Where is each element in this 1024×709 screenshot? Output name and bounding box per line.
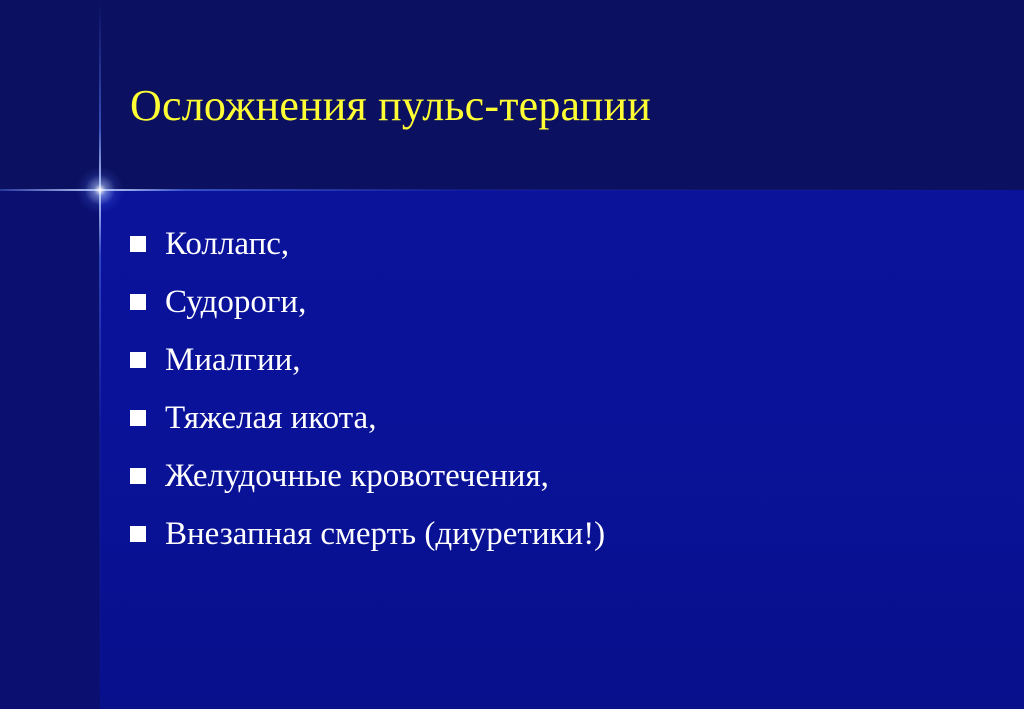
- bullet-item: [130, 273, 605, 331]
- bullet-text: Желудочные кровотечения,: [165, 457, 549, 494]
- vertical-light-line: [99, 0, 101, 709]
- square-bullet-icon: [130, 352, 146, 368]
- square-bullet-icon: [130, 236, 146, 252]
- bullet-text: Коллапс,: [165, 225, 290, 262]
- square-bullet-icon: [130, 294, 146, 310]
- square-bullet-icon: [130, 526, 146, 542]
- light-flare: [76, 166, 124, 214]
- square-bullet-icon: [130, 410, 146, 426]
- bullet-item: [130, 389, 605, 447]
- left-strip: [0, 190, 100, 709]
- bullet-text: Тяжелая икота,: [165, 399, 377, 436]
- slide-title: Осложнения пульс-терапии: [130, 81, 651, 130]
- bullet-item: [130, 215, 605, 273]
- bullet-text: Судороги,: [165, 283, 307, 320]
- bullet-item: [130, 505, 605, 563]
- bullet-text: Миалгии,: [165, 341, 301, 378]
- bullet-text: Внезапная смерть (диуретики!): [165, 515, 606, 552]
- bullet-item: [130, 447, 605, 505]
- bullet-item: [130, 331, 605, 389]
- horizontal-light-line: [0, 189, 1024, 191]
- square-bullet-icon: [130, 468, 146, 484]
- bullet-list: [130, 215, 605, 563]
